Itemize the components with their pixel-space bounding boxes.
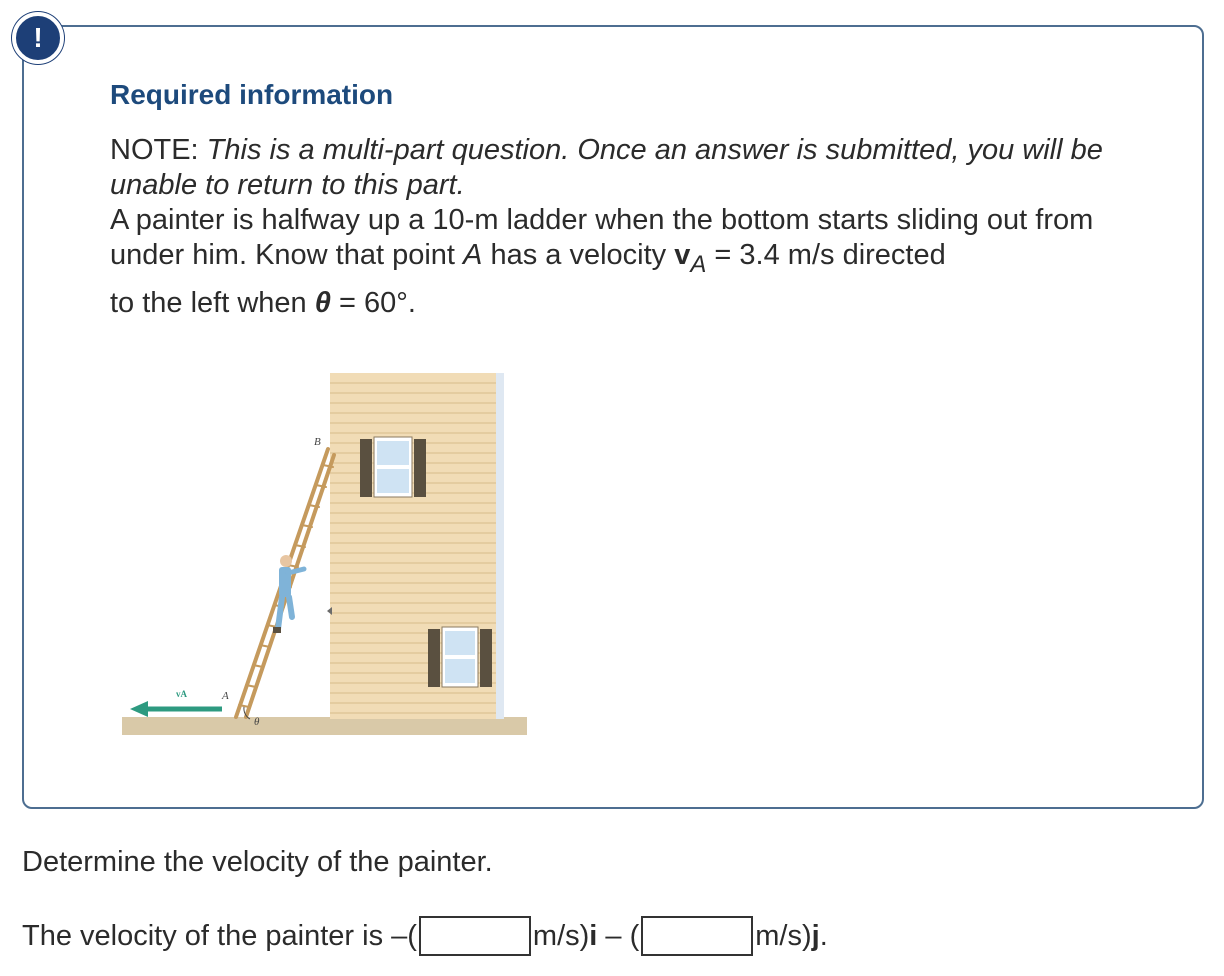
velocity-i-input[interactable]	[419, 916, 531, 956]
unit-i-text: m/s)	[532, 919, 590, 952]
ladder-figure	[122, 371, 532, 741]
ground	[122, 717, 527, 735]
theta-symbol: θ	[314, 287, 331, 319]
upper-window	[360, 437, 426, 497]
answer-line	[22, 914, 828, 958]
answer-prefix: The velocity of the painter is –(	[22, 919, 417, 952]
problem-text-2: has a velocity	[482, 239, 675, 271]
velocity-symbol: v	[674, 239, 691, 271]
problem-text-3: = 3.4 m/s directed	[706, 239, 946, 271]
note-text: This is a multi-part question. Once an answer is submitted, you will be unable to return to this part.	[110, 134, 1103, 201]
label-va: vA	[176, 689, 187, 699]
note-label: NOTE:	[110, 134, 207, 166]
unit-j-text: m/s)	[755, 919, 812, 952]
answer-middle: – (	[597, 919, 640, 952]
problem-text-5: = 60°.	[330, 287, 416, 319]
problem-text-1: A painter is halfway up a 10-m ladder when the bottom starts sliding out from under him. Know that point	[110, 204, 1094, 271]
velocity-arrow	[130, 701, 222, 717]
problem-last-line	[110, 286, 1130, 321]
info-title: Required information	[110, 79, 394, 110]
info-text	[110, 133, 1130, 321]
label-a: A	[222, 690, 229, 702]
velocity-j-input[interactable]	[641, 916, 753, 956]
wall-bracket	[327, 607, 332, 615]
answer-end: .	[819, 919, 828, 952]
unit-j-vector: j	[811, 919, 820, 952]
label-theta: θ	[254, 716, 260, 728]
alert-icon: !	[33, 22, 43, 53]
required-information-box	[22, 25, 1204, 809]
unit-i-vector: i	[589, 919, 598, 952]
problem-text-4: to the left when	[110, 287, 315, 319]
question-prompt: Determine the velocity of the painter.	[22, 846, 493, 878]
point-a-label: A	[463, 239, 483, 271]
lower-window	[428, 627, 492, 687]
alert-badge	[12, 12, 64, 64]
velocity-subscript: A	[690, 251, 707, 278]
label-b: B	[314, 436, 321, 448]
